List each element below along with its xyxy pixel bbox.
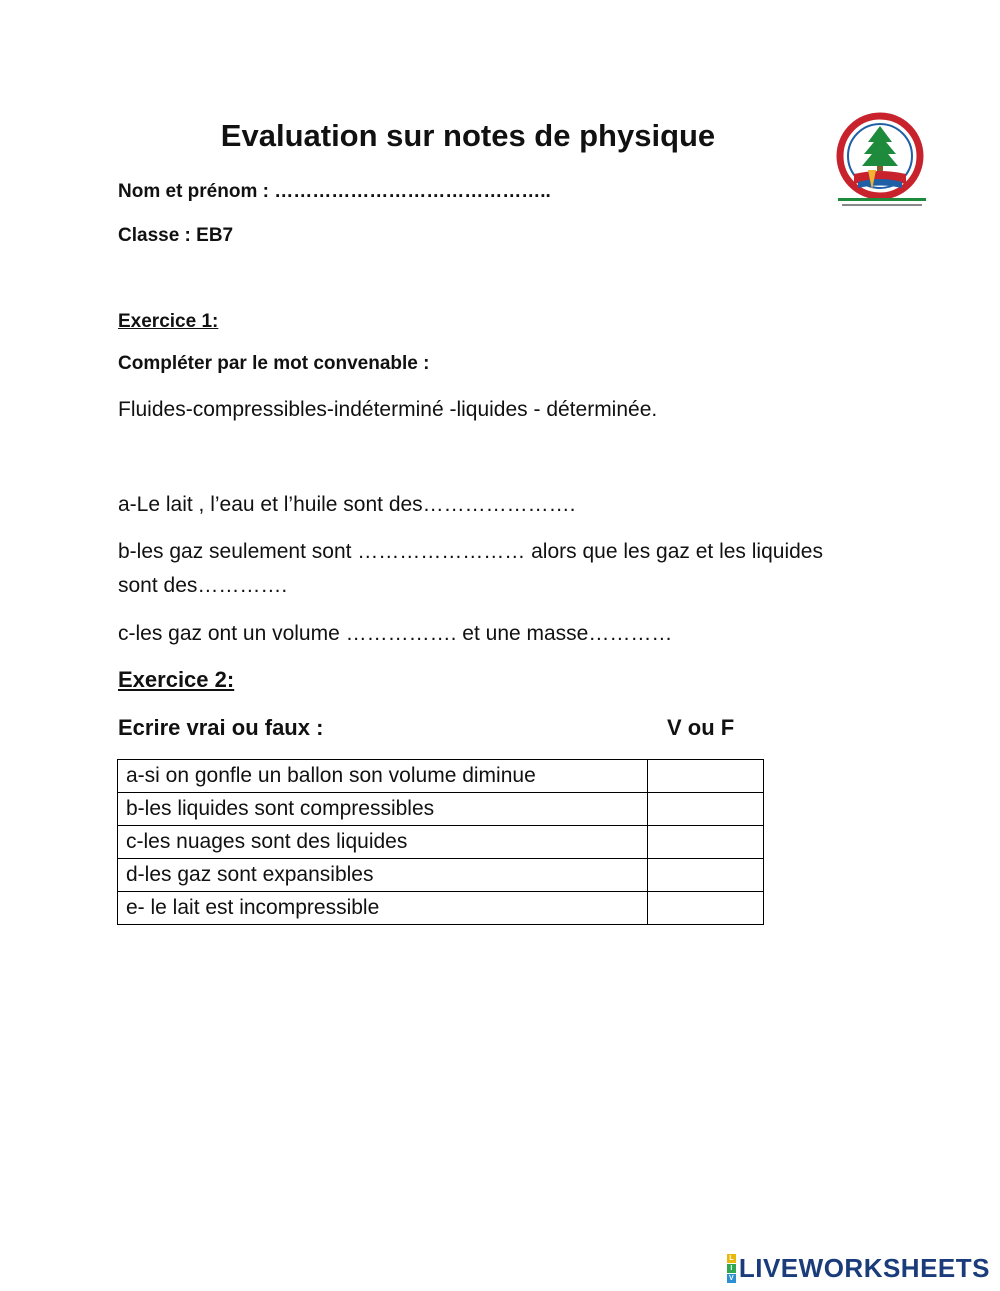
fill-item-b-line1: b-les gaz seulement sont …………………… alors que les gaz et les liquides xyxy=(118,540,823,563)
answer-column-header: V ou F xyxy=(667,715,735,740)
exercise2-heading: Exercice 2: xyxy=(118,667,235,692)
liveworksheets-logo-icon xyxy=(727,1254,736,1284)
fill-item-b-line2: sont des…………. xyxy=(118,574,288,597)
logo-block-letter: V xyxy=(727,1274,736,1283)
class-label: Classe : EB7 xyxy=(118,225,234,246)
name-field-label: Nom et prénom : …………………………………….. xyxy=(118,181,551,202)
answer-input-cell[interactable] xyxy=(648,760,764,793)
statement-cell: b-les liquides sont compressibles xyxy=(118,793,648,826)
liveworksheets-footer xyxy=(727,1253,990,1284)
answer-input-cell[interactable] xyxy=(648,892,764,925)
table-row xyxy=(118,760,764,793)
logo-block-letter: L xyxy=(727,1254,736,1263)
true-false-table xyxy=(117,759,764,925)
table-row xyxy=(118,826,764,859)
page-title: Evaluation sur notes de physique xyxy=(220,118,716,153)
school-logo xyxy=(832,112,932,216)
statement-cell: c-les nuages sont des liquides xyxy=(118,826,648,859)
exercise2-instruction: Ecrire vrai ou faux : xyxy=(118,715,324,740)
exercise1-instruction: Compléter par le mot convenable : xyxy=(118,353,430,374)
statement-cell: d-les gaz sont expansibles xyxy=(118,859,648,892)
answer-input-cell[interactable] xyxy=(648,793,764,826)
fill-item-c: c-les gaz ont un volume ……………. et une masse………… xyxy=(118,622,673,645)
answer-input-cell[interactable] xyxy=(648,826,764,859)
statement-cell: a-si on gonfle un ballon son volume diminue xyxy=(118,760,648,793)
school-cedar-logo-icon xyxy=(832,112,932,216)
liveworksheets-brand: LIVEWORKSHEETS xyxy=(738,1253,990,1283)
table-row xyxy=(118,859,764,892)
statement-cell: e- le lait est incompressible xyxy=(118,892,648,925)
word-bank: Fluides-compressibles-indéterminé -liquides - déterminée. xyxy=(118,398,658,421)
fill-item-a: a-Le lait , l’eau et l’huile sont des…………………. xyxy=(118,493,576,516)
logo-block-letter: I xyxy=(727,1264,736,1273)
exercise1-heading: Exercice 1: xyxy=(118,311,219,332)
table-row xyxy=(118,793,764,826)
answer-input-cell[interactable] xyxy=(648,859,764,892)
table-row xyxy=(118,892,764,925)
